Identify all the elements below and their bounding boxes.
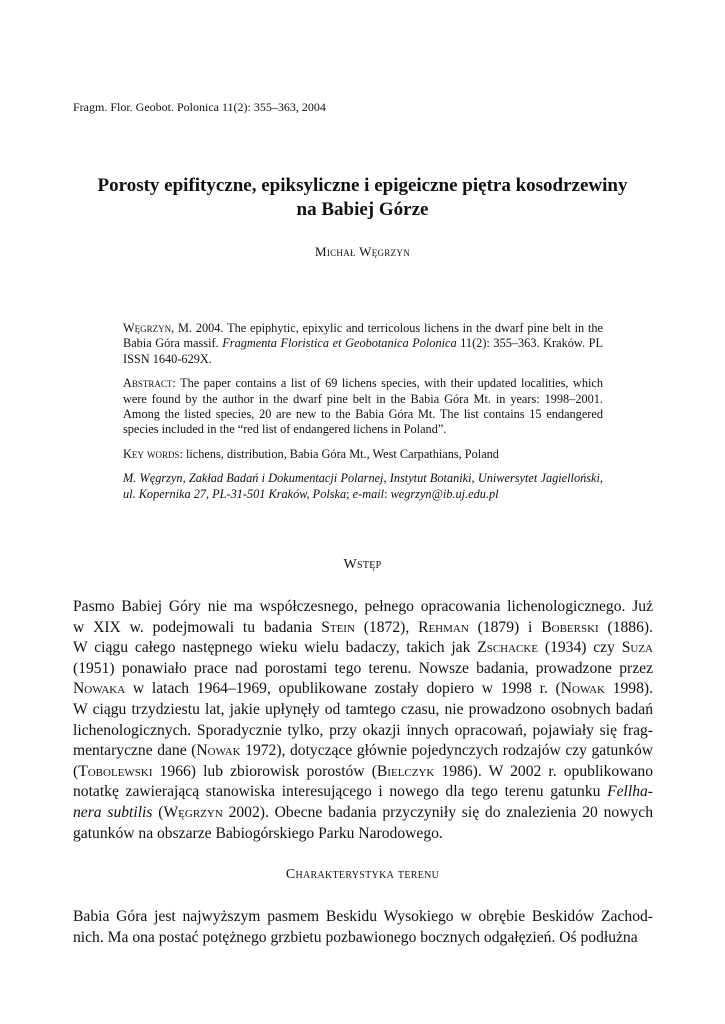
text-run: W ciągu całego następnego wieku wielu badaczy, takich jak [73, 639, 478, 657]
article-title-line-1: Porosty epifityczne, epiksyliczne i epigeiczne piętra kosodrzewiny [97, 175, 628, 196]
text-run: gatunków na obszarze Babiogórskiego Parku Narodowego. [73, 824, 443, 842]
email-label: e-mail [352, 486, 385, 501]
text-run: Babia Góra jest najwyższym pasmem Beskidu Wysokiego w obrębie Beskidów Zachod- [73, 908, 653, 925]
paragraph-line [73, 659, 653, 680]
abstract-block [123, 321, 603, 502]
text-run: Pasmo Babiej Góry nie ma współczesnego, pełnego opracowania lichenologicznego. Już [73, 598, 653, 615]
site-description-body [73, 907, 653, 948]
email-separator: : [384, 486, 391, 501]
text-run: w XIX w. podejmowali tu badania [73, 618, 322, 636]
section-heading-introduction: Wstęp [343, 557, 382, 572]
cited-author: Rehman [418, 618, 469, 636]
species-name: nera subtilis [73, 803, 153, 821]
article-title [60, 174, 665, 222]
text-run: W ciągu trzydziestu lat, jakie upłynęły od tamtego czasu, nie prowadzono osobnych badań [73, 700, 653, 718]
article-title-line-2: na Babiej Górze [296, 199, 429, 220]
text-run: (1951) ponawiało prace nad porostami tego terenu. Nowsze badania, prowadzone przez [73, 659, 653, 677]
paragraph-line [73, 762, 653, 783]
cited-author: Stein [321, 618, 355, 636]
text-run: 2002). Obecne badania przyczyniły się do znalezienia 20 nowych [222, 803, 653, 821]
paragraph-line [73, 597, 653, 618]
cited-author: Nowak [560, 680, 606, 698]
article-author: Michał Węgrzyn [314, 244, 411, 259]
cited-author: Tobolewski [78, 762, 153, 780]
text-run: 1986). W 2002 r. opublikowano [434, 762, 653, 780]
paragraph-line [73, 679, 653, 700]
keywords-label: Key words [123, 446, 180, 461]
cited-author: Węgrzyn [163, 803, 223, 821]
cited-author: Bielczyk [376, 762, 435, 780]
paragraph-line [73, 721, 653, 742]
cited-author: Nowak [196, 742, 241, 760]
paragraph-line [73, 928, 653, 949]
introduction-body [73, 597, 653, 844]
section-heading-site-description: Charakterystyka terenu [285, 867, 440, 882]
keywords-text: : lichens, distribution, Babia Góra Mt., West Carpathians, Poland [179, 446, 499, 461]
paragraph-line [73, 700, 653, 721]
cited-author: Boberski [541, 618, 599, 636]
paragraph-line [73, 782, 653, 803]
reference-rest: 11(2): 355–363. Kraków. PL ISSN 1640-629X. [123, 336, 603, 366]
species-name: Fellha- [607, 783, 653, 801]
cited-author: Zschacke [477, 639, 539, 657]
paragraph-line [73, 618, 653, 639]
author-email: wegrzyn@ib.uj.edu.pl [390, 486, 499, 501]
paragraph-line [73, 907, 653, 928]
paragraph-line [73, 824, 653, 845]
paragraph-line [73, 638, 653, 659]
abstract-text: : The paper contains a list of 69 lichens species, with their updated localities, which were found by the author in the dwarf pine belt in the Babia Góra Mt. in years: 1998–2001. Among the listed species, 20 are new to the Babia Góra Mt. The list contains 15 endangered species included in the “red list of endangered lichens in Poland”. [123, 376, 603, 437]
text-run: 1998). [605, 680, 653, 698]
paragraph-line [73, 803, 653, 824]
text-run: (1886). [598, 618, 653, 636]
reference-author: Węgrzyn [123, 321, 172, 335]
author-address [123, 471, 603, 502]
address-main: M. Węgrzyn, Zakład Badań i Dokumentacji Polarnej, Instytut Botaniki, Uniwersytet Jagielloński, ul. Kopernika 27, PL-31-501 Kraków, Polska [123, 471, 603, 501]
keywords-paragraph [123, 447, 603, 462]
reference-journal: Fragmenta Floristica et Geobotanica Polonica [222, 336, 457, 351]
text-run: 1966) lub zbiorowisk porostów ( [152, 762, 377, 780]
cited-author: Suza [621, 639, 653, 657]
abstract-paragraph [123, 376, 603, 438]
text-run: (1879) i [468, 618, 542, 636]
text-run: w latach 1964–1969, opublikowane zostały dopiero w 1998 r. ( [125, 680, 561, 698]
text-run: (1934) czy [538, 639, 622, 657]
text-run: 1972), dotyczące głównie pojedynczych rodzajów czy gatunków [240, 742, 653, 760]
address-separator: ; [346, 486, 353, 501]
text-run: lichenologicznych. Sporadycznie tylko, przy okazji innych opracowań, pojawiały się frag- [73, 721, 653, 739]
paragraph-line [73, 741, 653, 762]
journal-citation: Fragm. Flor. Geobot. Polonica 11(2): 355–363, 2004 [73, 100, 326, 114]
text-run: nich. Ma ona postać potężnego grzbietu pozbawionego bocznych odgałęzień. Oś podłużna [73, 928, 638, 946]
bibliographic-reference [123, 321, 603, 367]
cited-author: Nowaka [73, 680, 126, 698]
text-run: mentaryczne dane ( [73, 742, 197, 760]
text-run: ( [152, 803, 164, 821]
abstract-label: Abstract [123, 376, 173, 391]
text-run: notatkę zawierającą stanowiska interesującego i nowego dla tego terenu gatunku [73, 783, 608, 801]
reference-text: , M. 2004. The epiphytic, epixylic and terricolous lichens in the dwarf pine belt in the Babia Góra massif. [123, 321, 603, 351]
text-run: (1872), [354, 618, 419, 636]
text-run: ( [73, 762, 79, 780]
